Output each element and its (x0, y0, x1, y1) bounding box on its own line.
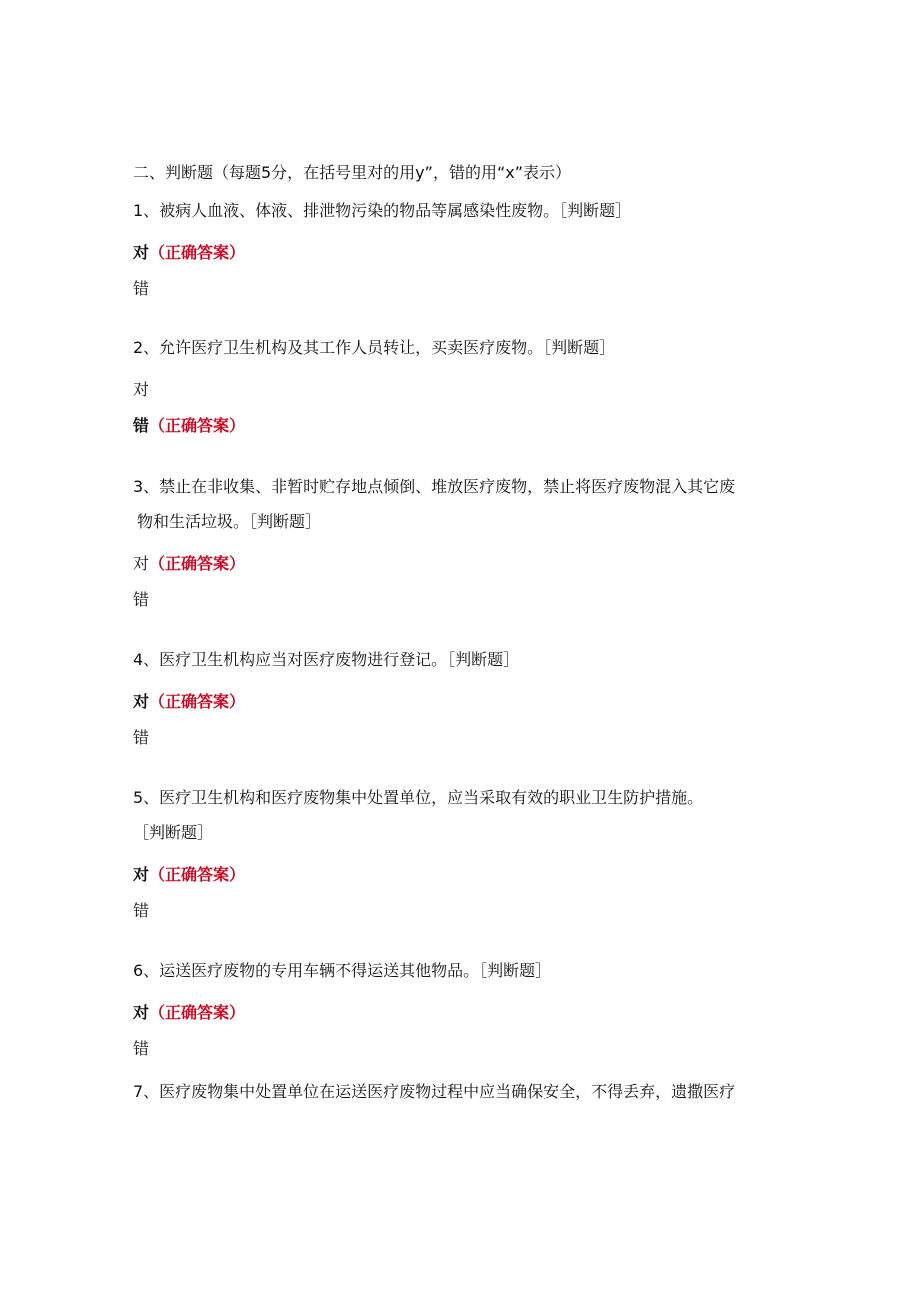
question-5-text: 5、医疗卫生机构和医疗废物集中处置单位，应当采取有效的职业卫生防护措施。 (133, 788, 704, 807)
correct-answer-mark: （正确答案） (149, 416, 246, 435)
option-label: 对 (133, 554, 150, 573)
question-4-option-true (133, 692, 245, 712)
question-7-text: 7、医疗废物集中处置单位在运送医疗废物过程中应当确保安全，不得丢弃，遗撒医疗 (133, 1082, 736, 1101)
question-2-text: 2、允许医疗卫生机构及其工作人员转让，买卖医疗废物。［判断题］ (133, 338, 616, 357)
option-label: 错 (133, 416, 150, 435)
correct-answer-mark: （正确答案） (149, 865, 246, 884)
question-5-option-false: 错 (133, 901, 150, 920)
question-2-option-false (133, 416, 245, 436)
question-2-option-true: 对 (133, 380, 150, 399)
question-5-text-continued: ［判断题］ (133, 823, 214, 842)
option-label: 对 (133, 865, 150, 884)
question-6-option-true (133, 1003, 245, 1023)
question-5-option-true (133, 865, 245, 885)
question-4-option-false: 错 (133, 728, 150, 747)
correct-answer-mark: （正确答案） (149, 243, 246, 262)
section-header: 二、判断题（每题5分，在括号里对的用y”，错的用“x”表示） (133, 163, 571, 182)
question-1-text: 1、被病人血液、体液、排泄物污染的物品等属感染性废物。［判断题］ (133, 201, 632, 220)
option-label: 对 (133, 692, 150, 711)
correct-answer-mark: （正确答案） (149, 1003, 246, 1022)
correct-answer-mark: （正确答案） (149, 554, 246, 573)
option-label: 对 (133, 1003, 150, 1022)
question-1-option-false: 错 (133, 279, 150, 298)
question-4-text: 4、医疗卫生机构应当对医疗废物进行登记。［判断题］ (133, 650, 520, 669)
correct-answer-mark: （正确答案） (149, 692, 246, 711)
question-3-option-false: 错 (133, 590, 150, 609)
question-1-option-true (133, 243, 245, 263)
option-label: 对 (133, 243, 150, 262)
question-3-option-true (133, 554, 245, 574)
question-6-option-false: 错 (133, 1039, 150, 1058)
question-3-text: 3、禁止在非收集、非暂时贮存地点倾倒、堆放医疗废物，禁止将医疗废物混入其它废 (133, 477, 736, 496)
question-3-text-continued: 物和生活垃圾。［判断题］ (137, 512, 322, 531)
question-6-text: 6、运送医疗废物的专用车辆不得运送其他物品。［判断题］ (133, 961, 552, 980)
